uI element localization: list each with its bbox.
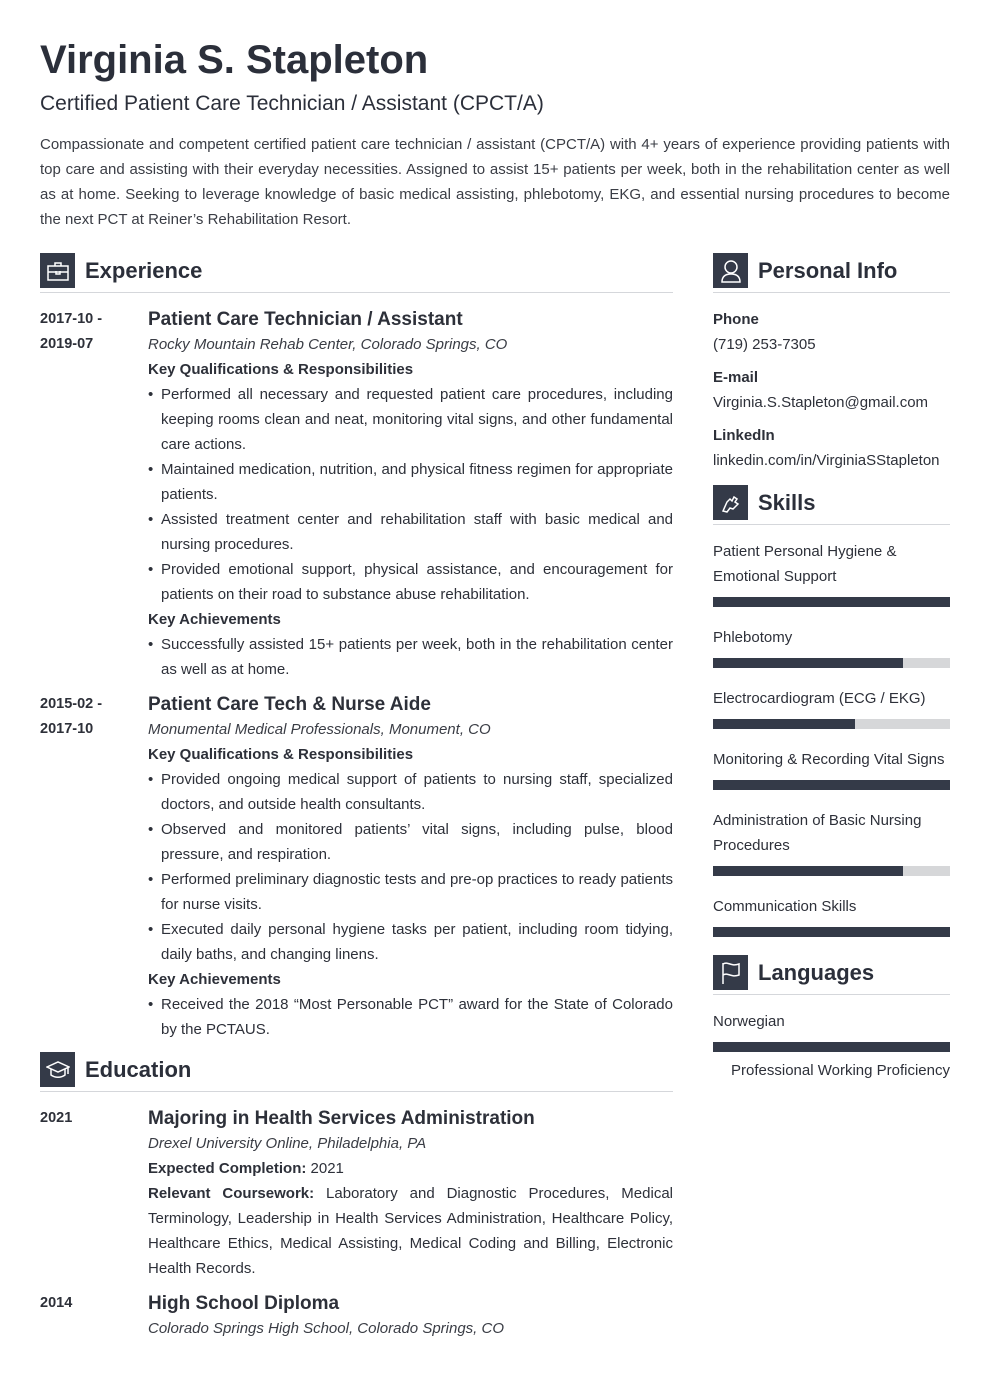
bullet-item: • Provided ongoing medical support of patients to nursing staff, specialized doctors, and outside health consultants. [148,767,673,817]
education-entry [40,1106,673,1281]
skills-header [713,485,950,525]
linkedin-label: LinkedIn [713,427,775,444]
skill-item [713,625,950,668]
responsibilities-list [148,767,673,967]
right-column [713,253,950,1083]
phone-label: Phone [713,311,759,328]
email-label: E-mail [713,369,759,386]
skill-level-bar [713,780,950,790]
date-end: 2017-10 [40,721,94,737]
degree-title: Majoring in Health Services Administration [148,1108,535,1129]
education-header [40,1052,673,1092]
section-title: Personal Info [758,258,898,283]
graduation-cap-icon [40,1052,75,1087]
achievements-list [148,632,673,682]
skill-item [713,808,950,876]
coursework-value: Laboratory and Diagnostic Procedures, Medical Terminology, Leadership in Health Services Administration, Healthcare Policy, Healthcare Ethics, Medical Assisting, Medical Coding and Billing, Electronic Health Records. [148,1185,673,1277]
responsibilities-list [148,382,673,607]
skill-name: Patient Personal Hygiene & Emotional Support [713,543,897,585]
skill-level-fill [713,597,950,607]
candidate-name: Virginia S. Stapleton [40,38,429,82]
bullet-item: • Maintained medication, nutrition, and physical fitness regimen for appropriate patients. [148,457,673,507]
briefcase-icon [40,253,75,288]
section-title: Skills [758,490,816,515]
job-dates [40,307,148,682]
skill-name: Administration of Basic Nursing Procedures [713,812,922,854]
phone-value: (719) 253-7305 [713,336,816,353]
language-level-fill [713,1042,950,1052]
bullet-item: • Observed and monitored patients’ vital signs, including pulse, blood pressure, and respiration. [148,817,673,867]
education-date: 2021 [40,1110,73,1126]
user-icon [713,253,748,288]
job-body [148,692,673,1042]
skill-name: Phlebotomy [713,629,793,646]
job-dates [40,692,148,1042]
job-title: Certified Patient Care Technician / Assistant (CPCT/A) [40,92,544,115]
achievements-label: Key Achievements [148,611,281,628]
bullet-item: • Successfully assisted 15+ patients per week, both in the rehabilitation center as well as at home. [148,632,673,682]
company: Monumental Medical Professionals, Monument, CO [148,721,491,738]
school: Colorado Springs High School, Colorado Springs, CO [148,1320,505,1337]
education-body [148,1106,673,1281]
language-name: Norwegian [713,1013,785,1030]
experience-header [40,253,673,293]
company: Rocky Mountain Rehab Center, Colorado Springs, CO [148,336,508,353]
skill-level-bar [713,597,950,607]
skill-name: Communication Skills [713,898,857,915]
puzzle-hand-icon [713,485,748,520]
job-entry [40,692,673,1042]
email-value[interactable]: Virginia.S.Stapleton@gmail.com [713,394,929,411]
job-entry [40,307,673,682]
left-column [40,253,673,1351]
skill-item [713,686,950,729]
language-proficiency: Professional Working Proficiency [731,1062,950,1079]
skill-level-fill [713,866,903,876]
bullet-item: • Received the 2018 “Most Personable PCT” award for the State of Colorado by the PCTAUS. [148,992,673,1042]
language-item [713,1009,950,1083]
skill-item [713,539,950,607]
skill-level-bar [713,719,950,729]
skill-name: Monitoring & Recording Vital Signs [713,751,945,768]
skill-level-bar [713,866,950,876]
degree-title: High School Diploma [148,1293,340,1314]
flag-icon [713,955,748,990]
coursework-label: Relevant Coursework: [148,1185,315,1202]
bullet-item: • Executed daily personal hygiene tasks per patient, including room tidying, daily baths, and changing linens. [148,917,673,967]
skill-level-bar [713,927,950,937]
bullet-item: • Provided emotional support, physical assistance, and encouragement for patients on their road to substance abuse rehabilitation. [148,557,673,607]
language-level-bar [713,1042,950,1052]
education-date: 2014 [40,1295,73,1311]
skill-name: Electrocardiogram (ECG / EKG) [713,690,926,707]
section-title: Experience [85,258,203,283]
education-body [148,1291,673,1341]
skill-level-fill [713,780,950,790]
skill-level-fill [713,719,855,729]
expected-value: 2021 [306,1160,344,1177]
skill-item [713,747,950,790]
education-entry [40,1291,673,1341]
date-end: 2019-07 [40,336,94,352]
summary: Compassionate and competent certified patient care technician / assistant (CPCT/A) with 4+ years of experience providing patients with top care and assisting with their everyday necessities. Assigned to assist 15+ patients per week, both in the rehabilitation center as well as at home. Seeking to leverage knowledge of basic medical assisting, phlebotomy, EKG, and essential nursing procedures to become the next PCT at Reiner’s Rehabilitation Resort. [40,136,950,228]
section-title: Education [85,1057,192,1082]
date-start: 2017-10 - [40,311,103,327]
achievements-list [148,992,673,1042]
achievements-label: Key Achievements [148,971,281,988]
school: Drexel University Online, Philadelphia, PA [148,1135,427,1152]
bullet-item: • Performed preliminary diagnostic tests and pre-op practices to ready patients for nurse visits. [148,867,673,917]
bullet-item: • Performed all necessary and requested patient care procedures, including keeping rooms clean and neat, monitoring vital signs, and other fundamental care actions. [148,382,673,457]
personal-info-header [713,253,950,293]
skill-item [713,894,950,937]
coursework [148,1181,673,1281]
bullet-item: • Assisted treatment center and rehabilitation staff with basic medical and nursing procedures. [148,507,673,557]
skill-level-bar [713,658,950,668]
skill-level-fill [713,658,903,668]
expected-completion [148,1156,673,1181]
languages-header [713,955,950,995]
responsibilities-label: Key Qualifications & Responsibilities [148,746,414,763]
responsibilities-label: Key Qualifications & Responsibilities [148,361,414,378]
expected-label: Expected Completion: [148,1160,307,1177]
job-title: Patient Care Technician / Assistant [148,309,463,330]
section-title: Languages [758,960,875,985]
date-start: 2015-02 - [40,696,103,712]
job-title: Patient Care Tech & Nurse Aide [148,694,431,715]
linkedin-value[interactable]: linkedin.com/in/VirginiaSStapleton [713,452,940,469]
job-body [148,307,673,682]
skill-level-fill [713,927,950,937]
